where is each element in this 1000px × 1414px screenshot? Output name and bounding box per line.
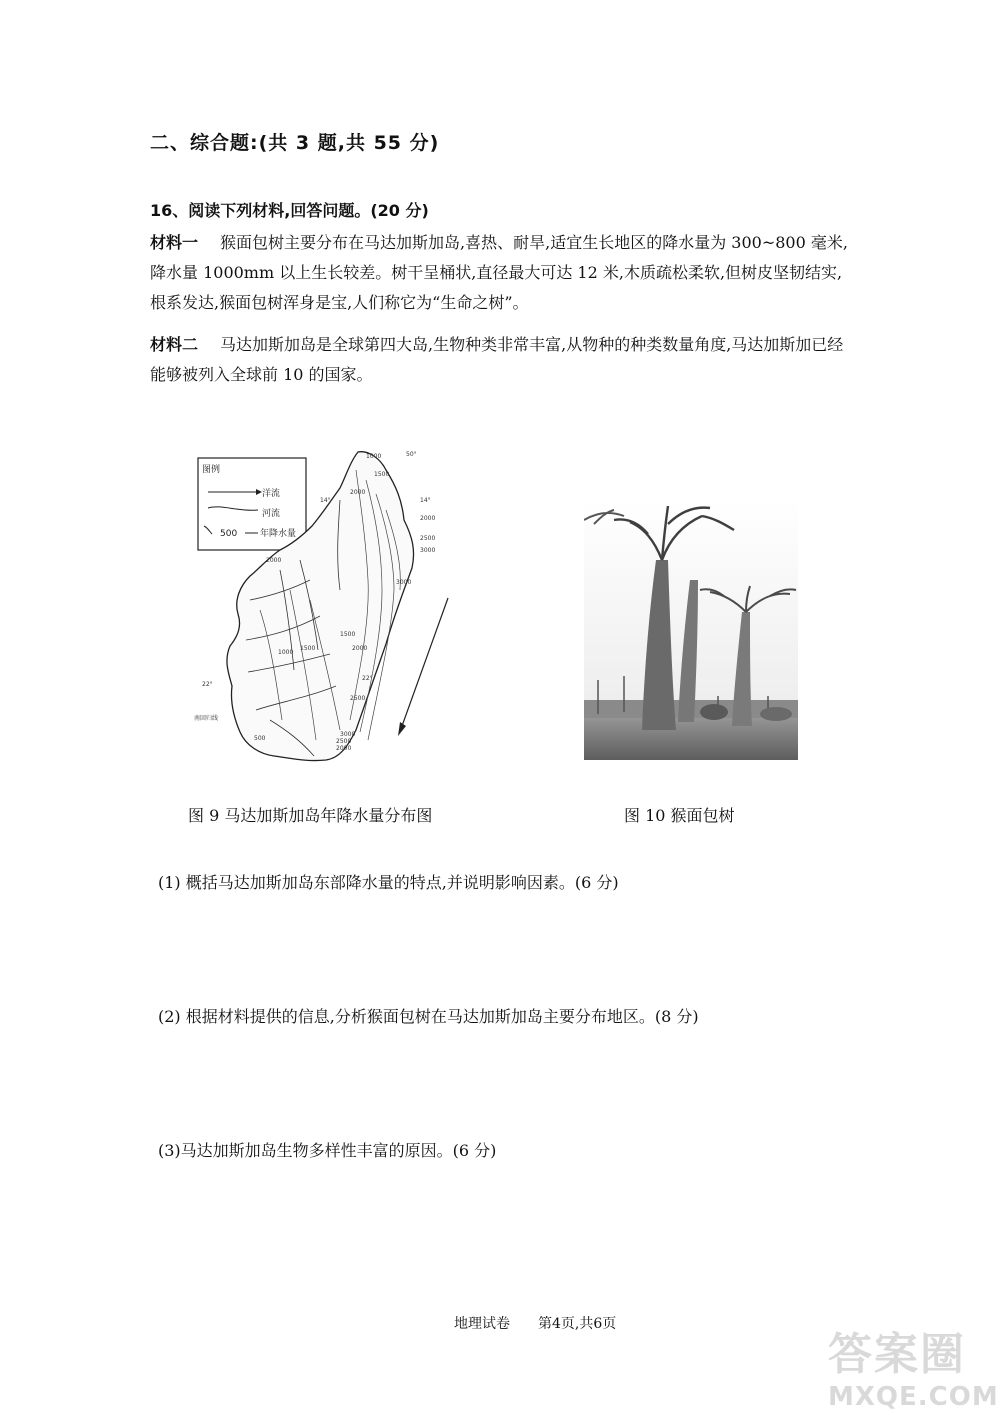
footer-page: 第4页,共6页 (538, 1316, 617, 1332)
question-title: 16、阅读下列材料,回答问题。(20 分) (150, 201, 429, 220)
subquestion-2: (2) 根据材料提供的信息,分析猴面包树在马达加斯加岛主要分布地区。(8 分) (158, 1007, 699, 1026)
material-two (150, 330, 856, 390)
label-v2000d: 2000 (352, 645, 368, 652)
legend-current: 洋流 (262, 489, 281, 499)
label-v2500b: 2500 (350, 695, 366, 702)
label-v2000b: 2000 (420, 515, 436, 522)
label-v1000: 1000 (366, 453, 382, 460)
label-lat14-right: 14° (420, 497, 431, 504)
footer-subject: 地理试卷 (454, 1316, 510, 1332)
material-two-label: 材料二 (150, 335, 199, 354)
label-v3000b: 3000 (396, 579, 412, 586)
label-v2500c: 2500 (336, 738, 352, 745)
label-v1000b: 1000 (278, 649, 294, 656)
section-title: 二、综合题:(共 3 题,共 55 分) (150, 132, 440, 154)
material-two-text: 马达加斯加岛是全球第四大岛,生物种类非常丰富,从物种的种类数量角度,马达加斯加已经能够被列入全球前 10 的国家。 (150, 335, 844, 384)
watermark-logo-text: 答案圈 (828, 1329, 966, 1380)
legend-isohyet: 年降水量 (260, 529, 297, 539)
label-v2000e: 2000 (336, 745, 352, 752)
figure9-caption: 图 9 马达加斯加岛年降水量分布图 (188, 806, 433, 825)
label-v3000a: 3000 (420, 547, 436, 554)
material-one (150, 228, 856, 318)
material-one-label: 材料一 (150, 233, 199, 252)
label-v2000c: 2000 (266, 557, 282, 564)
figure10-caption: 图 10 猴面包树 (624, 806, 735, 825)
legend-river: 河流 (262, 509, 281, 519)
subquestion-3: (3)马达加斯加岛生物多样性丰富的原因。(6 分) (158, 1141, 497, 1160)
label-lat22-right: 22° (362, 675, 373, 682)
madagascar-rainfall-map (190, 440, 460, 780)
label-lat14-left: 14° (320, 497, 331, 504)
baobab-photo (584, 500, 798, 760)
label-v2500a: 2500 (420, 535, 436, 542)
label-v3000c: 3000 (340, 731, 356, 738)
label-tropic: 南回归线 (194, 715, 219, 722)
label-lon50: 50° (406, 451, 417, 458)
label-v2000a: 2000 (350, 489, 366, 496)
subquestion-1: (1) 概括马达加斯加岛东部降水量的特点,并说明影响因素。(6 分) (158, 873, 619, 892)
label-lat22-left: 22° (202, 681, 213, 688)
label-v1500b: 1500 (300, 645, 316, 652)
label-v500: 500 (254, 735, 266, 742)
label-v1500c: 1500 (340, 631, 356, 638)
watermark-url: MXQE.COM (828, 1382, 999, 1412)
watermark (828, 1318, 999, 1412)
label-v1500a: 1500 (374, 471, 390, 478)
legend-isohyet-value: 500 (220, 529, 238, 539)
legend-title: 图例 (202, 465, 221, 475)
material-one-text: 猴面包树主要分布在马达加斯加岛,喜热、耐旱,适宜生长地区的降水量为 300~800 毫米,降水量 1000mm 以上生长较差。树干呈桶状,直径最大可达 12 米,木质疏松柔软,但树皮坚韧结实,根系发达,猴面包树浑身是宝,人们称它为“生命之树”。 (150, 233, 848, 312)
